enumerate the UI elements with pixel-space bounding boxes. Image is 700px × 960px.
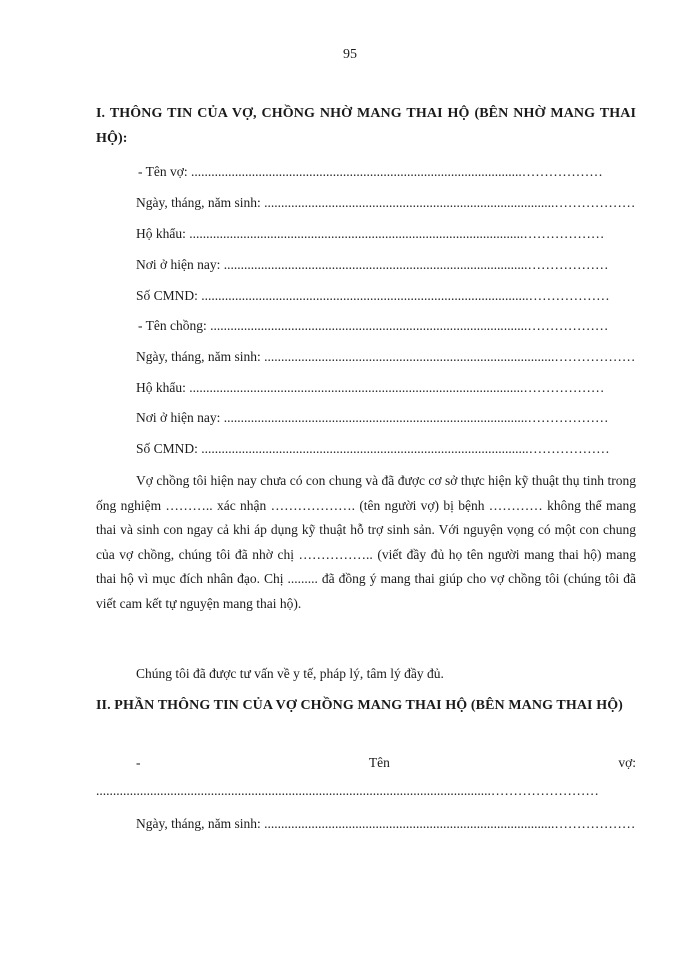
wife-household-field: Hộ khẩu: ...................................................................................................………………	[136, 226, 605, 241]
wife-dob-field: Ngày, tháng, năm sinh: ......................................................................................………………	[136, 195, 636, 210]
section-1-heading: I. THÔNG TIN CỦA VỢ, CHỒNG NHỜ MANG THAI HỘ (BÊN NHỜ MANG THAI HỘ):	[96, 106, 636, 146]
surrogate-wife-name-row	[136, 754, 636, 772]
section-2-heading: II. PHẦN THÔNG TIN CỦA VỢ CHỒNG MANG THAI HỘ (BÊN MANG THAI HỘ)	[96, 698, 623, 713]
wife-id-field: Số CMND: .................................................................................................………………	[136, 288, 610, 303]
surrogate-wife-dash: -	[136, 755, 141, 770]
surrogate-wife-suffix: vợ:	[618, 755, 636, 770]
wife-residence-field: Nơi ở hiện nay: ..........................................................................................………………	[136, 257, 609, 272]
husband-name-field: - Tên chồng: ..............................................................................................………………	[138, 318, 609, 333]
surrogate-wife-dob-field: Ngày, tháng, năm sinh: ......................................................................................………………	[136, 816, 636, 831]
page-number: 95	[343, 47, 357, 62]
husband-residence-field: Nơi ở hiện nay: ..........................................................................................………………	[136, 410, 609, 425]
husband-id-field: Số CMND: .................................................................................................………………	[136, 441, 610, 456]
surrogate-wife-label: Tên	[368, 755, 390, 770]
declaration-paragraph: Vợ chồng tôi hiện nay chưa có con chung và đã được cơ sở thực hiện kỹ thuật thụ tinh trong ống nghiệm ……….. xác nhận ………………. (tên người vợ) bị bệnh ………… không thể mang thai và sinh con ngay cả khi áp dụng kỹ thuật hỗ trợ sinh sản. Với nguyện vọng có một con chung của vợ chồng, chúng tôi đã nhờ chị …………….. (viết đầy đủ họ tên người mang thai hộ) mang thai hộ vì mục đích nhân đạo. Chị ......... đã đồng ý mang thai giúp cho vợ chồng tôi (chúng tôi đã viết cam kết tự nguyện mang thai hộ).	[96, 473, 636, 611]
wife-name-field: - Tên vợ: ..................................................................................................………………	[138, 164, 603, 179]
consultation-note: Chúng tôi đã được tư vấn về y tế, pháp lý, tâm lý đầy đủ.	[136, 666, 444, 681]
surrogate-wife-name-line: .....................................................................................................................……………………	[96, 783, 599, 798]
husband-dob-field: Ngày, tháng, năm sinh: ......................................................................................………………	[136, 349, 636, 364]
husband-household-field: Hộ khẩu: ...................................................................................................………………	[136, 380, 605, 395]
